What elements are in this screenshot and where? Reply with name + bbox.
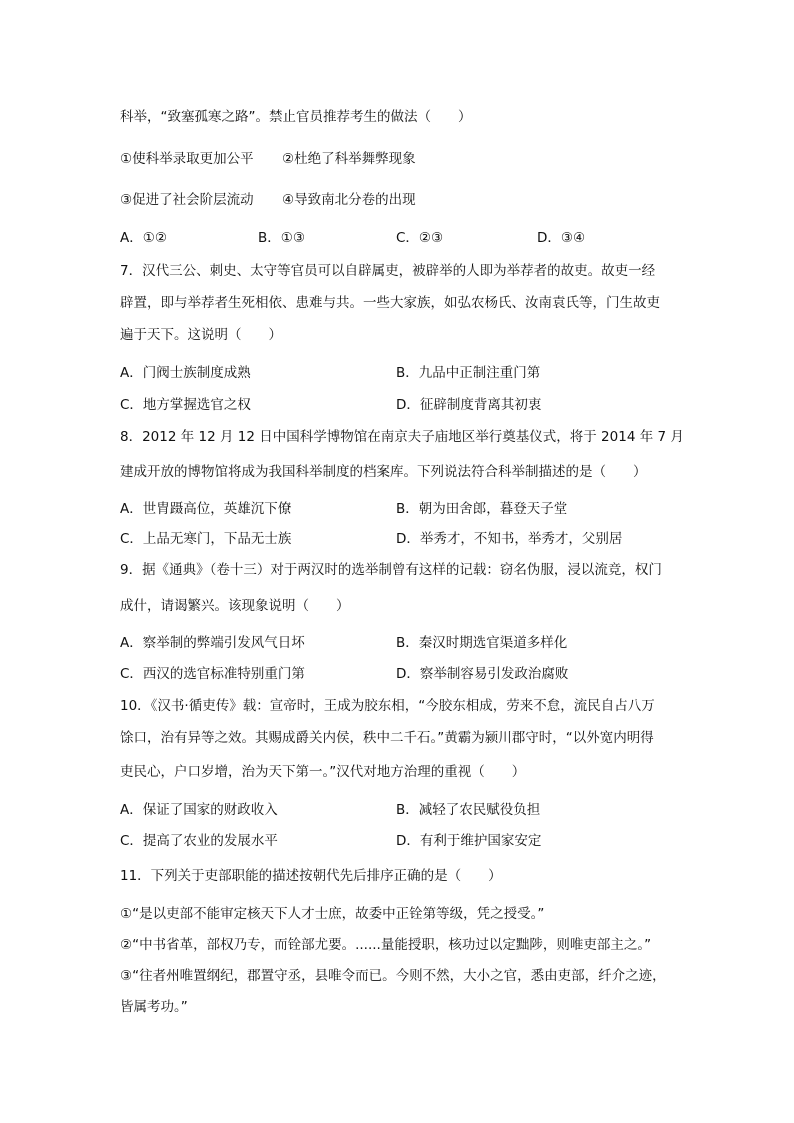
q11-quote-3-line-1: ③“往者州唯置纲纪，郡置守丞，县唯令而已。今则不然，大小之官，悉由吏部，纤介之迹， (120, 968, 666, 984)
q7-stem-line-2: 辟置，即与举荐者生死相依、患难与共。一些大家族，如弘农杨氏、汝南袁氏等，门生故吏 (120, 295, 660, 311)
q8-option-d: D．举秀才，不知书，举秀才，父别居 (396, 531, 623, 547)
q10-option-a: A．保证了国家的财政收入 (120, 802, 278, 818)
q6-item-1: ①使科举录取更加公平 (120, 151, 254, 167)
q6-stem: 科举，“致塞孤寒之路”。禁止官员推荐考生的做法（ ） (120, 109, 472, 125)
q9-stem-line-1: 9．据《通典》（卷十三）对于两汉时的选举制曾有这样的记载：窃名伪服，浸以流竞，权门 (120, 562, 662, 578)
q7-option-b: B．九品中正制注重门第 (396, 365, 541, 381)
q10-stem-line-3: 吏民心，户口岁增，治为天下第一。”汉代对地方治理的重视（ ） (120, 764, 526, 780)
q7-option-c: C．地方掌握选官之权 (120, 397, 251, 413)
q9-option-a: A．察举制的弊端引发风气日坏 (120, 635, 305, 651)
q7-option-d: D．征辟制度背离其初衷 (396, 397, 542, 413)
q9-option-c: C．西汉的选官标准特别重门第 (120, 666, 305, 682)
q9-option-d: D．察举制容易引发政治腐败 (396, 666, 569, 682)
q11-quote-3-line-2: 皆属考功。” (120, 999, 188, 1015)
q7-stem-line-1: 7．汉代三公、刺史、太守等官员可以自辟属吏，被辟举的人即为举荐者的故吏。故吏一经 (120, 263, 656, 279)
q7-option-a: A．门阀士族制度成熟 (120, 365, 251, 381)
q11-quote-1: ①“是以吏部不能审定核天下人才士庶，故委中正铨第等级，凭之授受。” (120, 906, 545, 922)
q8-option-b: B．朝为田舍郎，暮登天子堂 (396, 501, 568, 517)
q6-item-3: ③促进了社会阶层流动 (120, 192, 254, 208)
q8-option-c: C．上品无寒门，下品无士族 (120, 531, 292, 547)
q8-option-a: A．世胄蹑高位，英雄沉下僚 (120, 501, 292, 517)
q7-stem-line-3: 遍于天下。这说明（ ） (120, 327, 282, 343)
q6-option-b: B．①③ (258, 230, 305, 246)
q6-option-a: A．①② (120, 230, 167, 246)
q8-stem-line-2: 建成开放的博物馆将成为我国科举制度的档案库。下列说法符合科举制描述的是（ ） (120, 464, 647, 480)
q10-stem-line-1: 10．《汉书·循吏传》载：宣帝时，王成为胶东相，“今胶东相成，劳来不怠，流民自占八万 (120, 698, 655, 714)
q10-stem-line-2: 馀口，治有异等之效。其赐成爵关内侯，秩中二千石。”黄霸为颍川郡守时，“以外宽内明得 (120, 730, 654, 746)
q11-quote-2: ②“中书省革，部权乃专，而铨部尤要。......量能授职，核功过以定黜陟，则唯吏部主之。” (120, 937, 652, 953)
q10-option-b: B．减轻了农民赋役负担 (396, 802, 541, 818)
q6-option-d: D．③④ (537, 230, 586, 246)
q11-stem: 11．下列关于吏部职能的描述按朝代先后排序正确的是（ ） (120, 868, 502, 884)
q10-option-c: C．提高了农业的发展水平 (120, 833, 278, 849)
q10-option-d: D．有利于维护国家安定 (396, 833, 542, 849)
q9-option-b: B．秦汉时期选官渠道多样化 (396, 635, 568, 651)
q6-option-c: C．②③ (396, 230, 444, 246)
q9-stem-line-2: 成什，请谒繁兴。该现象说明（ ） (120, 598, 350, 614)
q8-stem-line-1: 8．2012 年 12 月 12 日中国科学博物馆在南京夫子庙地区举行奠基仪式，将于 2014 年 7 月 (120, 429, 684, 445)
q6-item-4: ④导致南北分卷的出现 (282, 192, 416, 208)
q6-item-2: ②杜绝了科举舞弊现象 (282, 151, 416, 167)
